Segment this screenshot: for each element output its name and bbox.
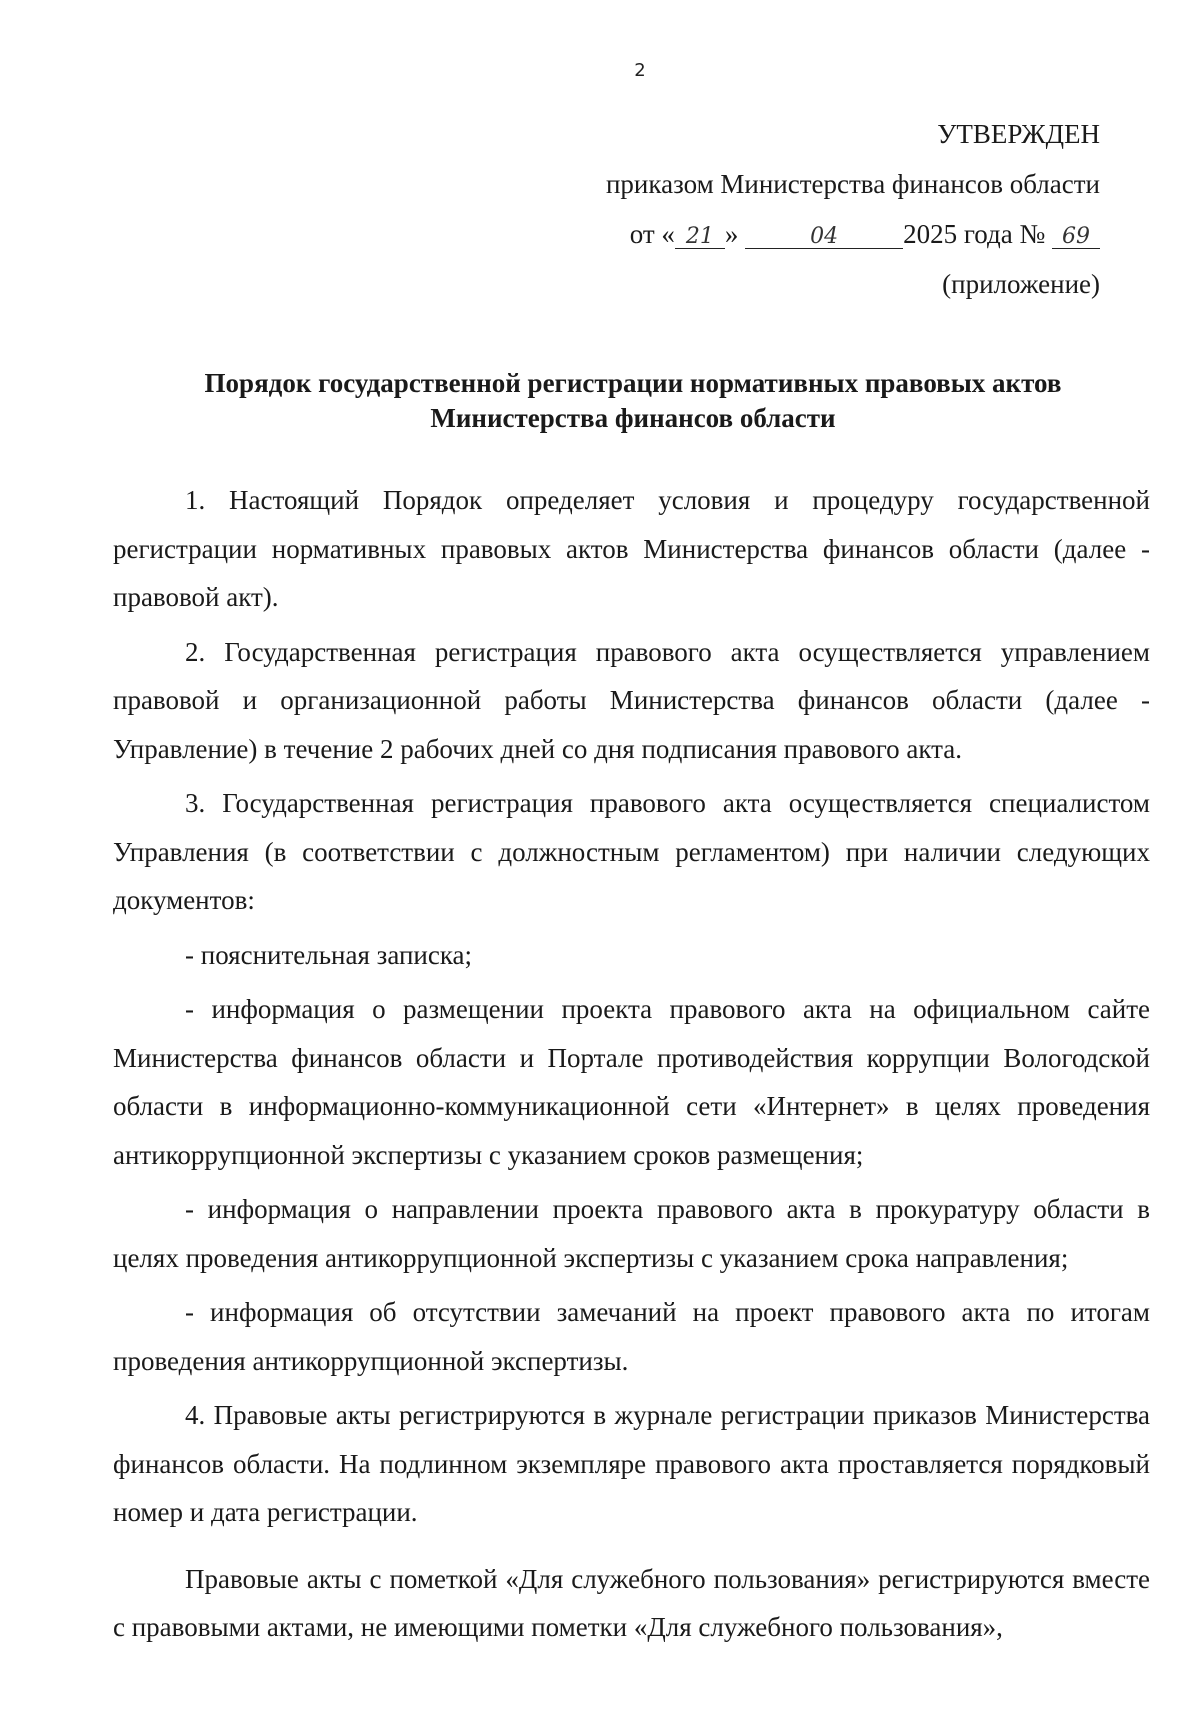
paragraph-2: 2. Государственная регистрация правового акта осуществляется управлением правовой и организационной работы Министерства финансов области (далее - Управление) в течение 2 рабочих дней со дня подписания правового акта. xyxy=(113,636,1150,764)
list-item-publication-info: - информация о размещении проекта правового акта на официальном сайте Министерства финансов области и Портале противодействия коррупции Вологодской области в информационно-коммуникационной сети «Интернет» в целях проведения антикоррупционной экспертизы с указанием сроков размещения; xyxy=(113,994,1150,1170)
paragraph-1: 1. Настоящий Порядок определяет условия и процедуру государственной регистрации нормативных правовых актов Министерства финансов области (далее - правовой акт). xyxy=(113,485,1150,612)
paragraph-4: 4. Правовые акты регистрируются в журнале регистрации приказов Министерства финансов области. На подлинном экземпляре правового акта проставляется порядковый номер и дата регистрации. xyxy=(113,1400,1150,1527)
handwritten-day: 21 xyxy=(675,226,725,249)
list-item-explanatory-note: - пояснительная записка; xyxy=(185,939,473,970)
title-line-2: Министерства финансов области xyxy=(430,402,836,433)
paragraph-3: 3. Государственная регистрация правового акта осуществляется специалистом Управления (в соответствии с должностным регламентом) при наличии следующих документов: xyxy=(113,788,1150,915)
document-title xyxy=(116,366,1150,435)
approval-date-line xyxy=(630,218,1100,250)
date-year-text: 2025 года № xyxy=(903,219,1046,249)
document-body xyxy=(113,476,1150,1652)
list-item-prosecutor-info: - информация о направлении проекта правового акта в прокуратуру области в целях проведения антикоррупционной экспертизы с указанием срока направления; xyxy=(113,1194,1150,1273)
approval-heading: УТВЕРЖДЕН xyxy=(937,119,1100,149)
date-prefix: от « xyxy=(629,219,675,249)
handwritten-month: 04 xyxy=(745,226,903,249)
approval-order-line: приказом Министерства финансов области xyxy=(605,169,1100,199)
appendix-label: (приложение) xyxy=(942,269,1100,299)
page-number: 2 xyxy=(634,60,646,81)
handwritten-order-number: 69 xyxy=(1052,226,1100,249)
paragraph-dsp: Правовые акты с пометкой «Для служебного пользования» регистрируются вместе с правовыми актами, не имеющими пометки «Для служебного пользования», xyxy=(113,1563,1150,1642)
title-line-1: Порядок государственной регистрации нормативных правовых актов xyxy=(204,368,1062,398)
date-day-close: » xyxy=(724,219,739,249)
list-item-no-remarks-info: - информация об отсутствии замечаний на проект правового акта по итогам проведения антикоррупционной экспертизы. xyxy=(113,1297,1150,1376)
